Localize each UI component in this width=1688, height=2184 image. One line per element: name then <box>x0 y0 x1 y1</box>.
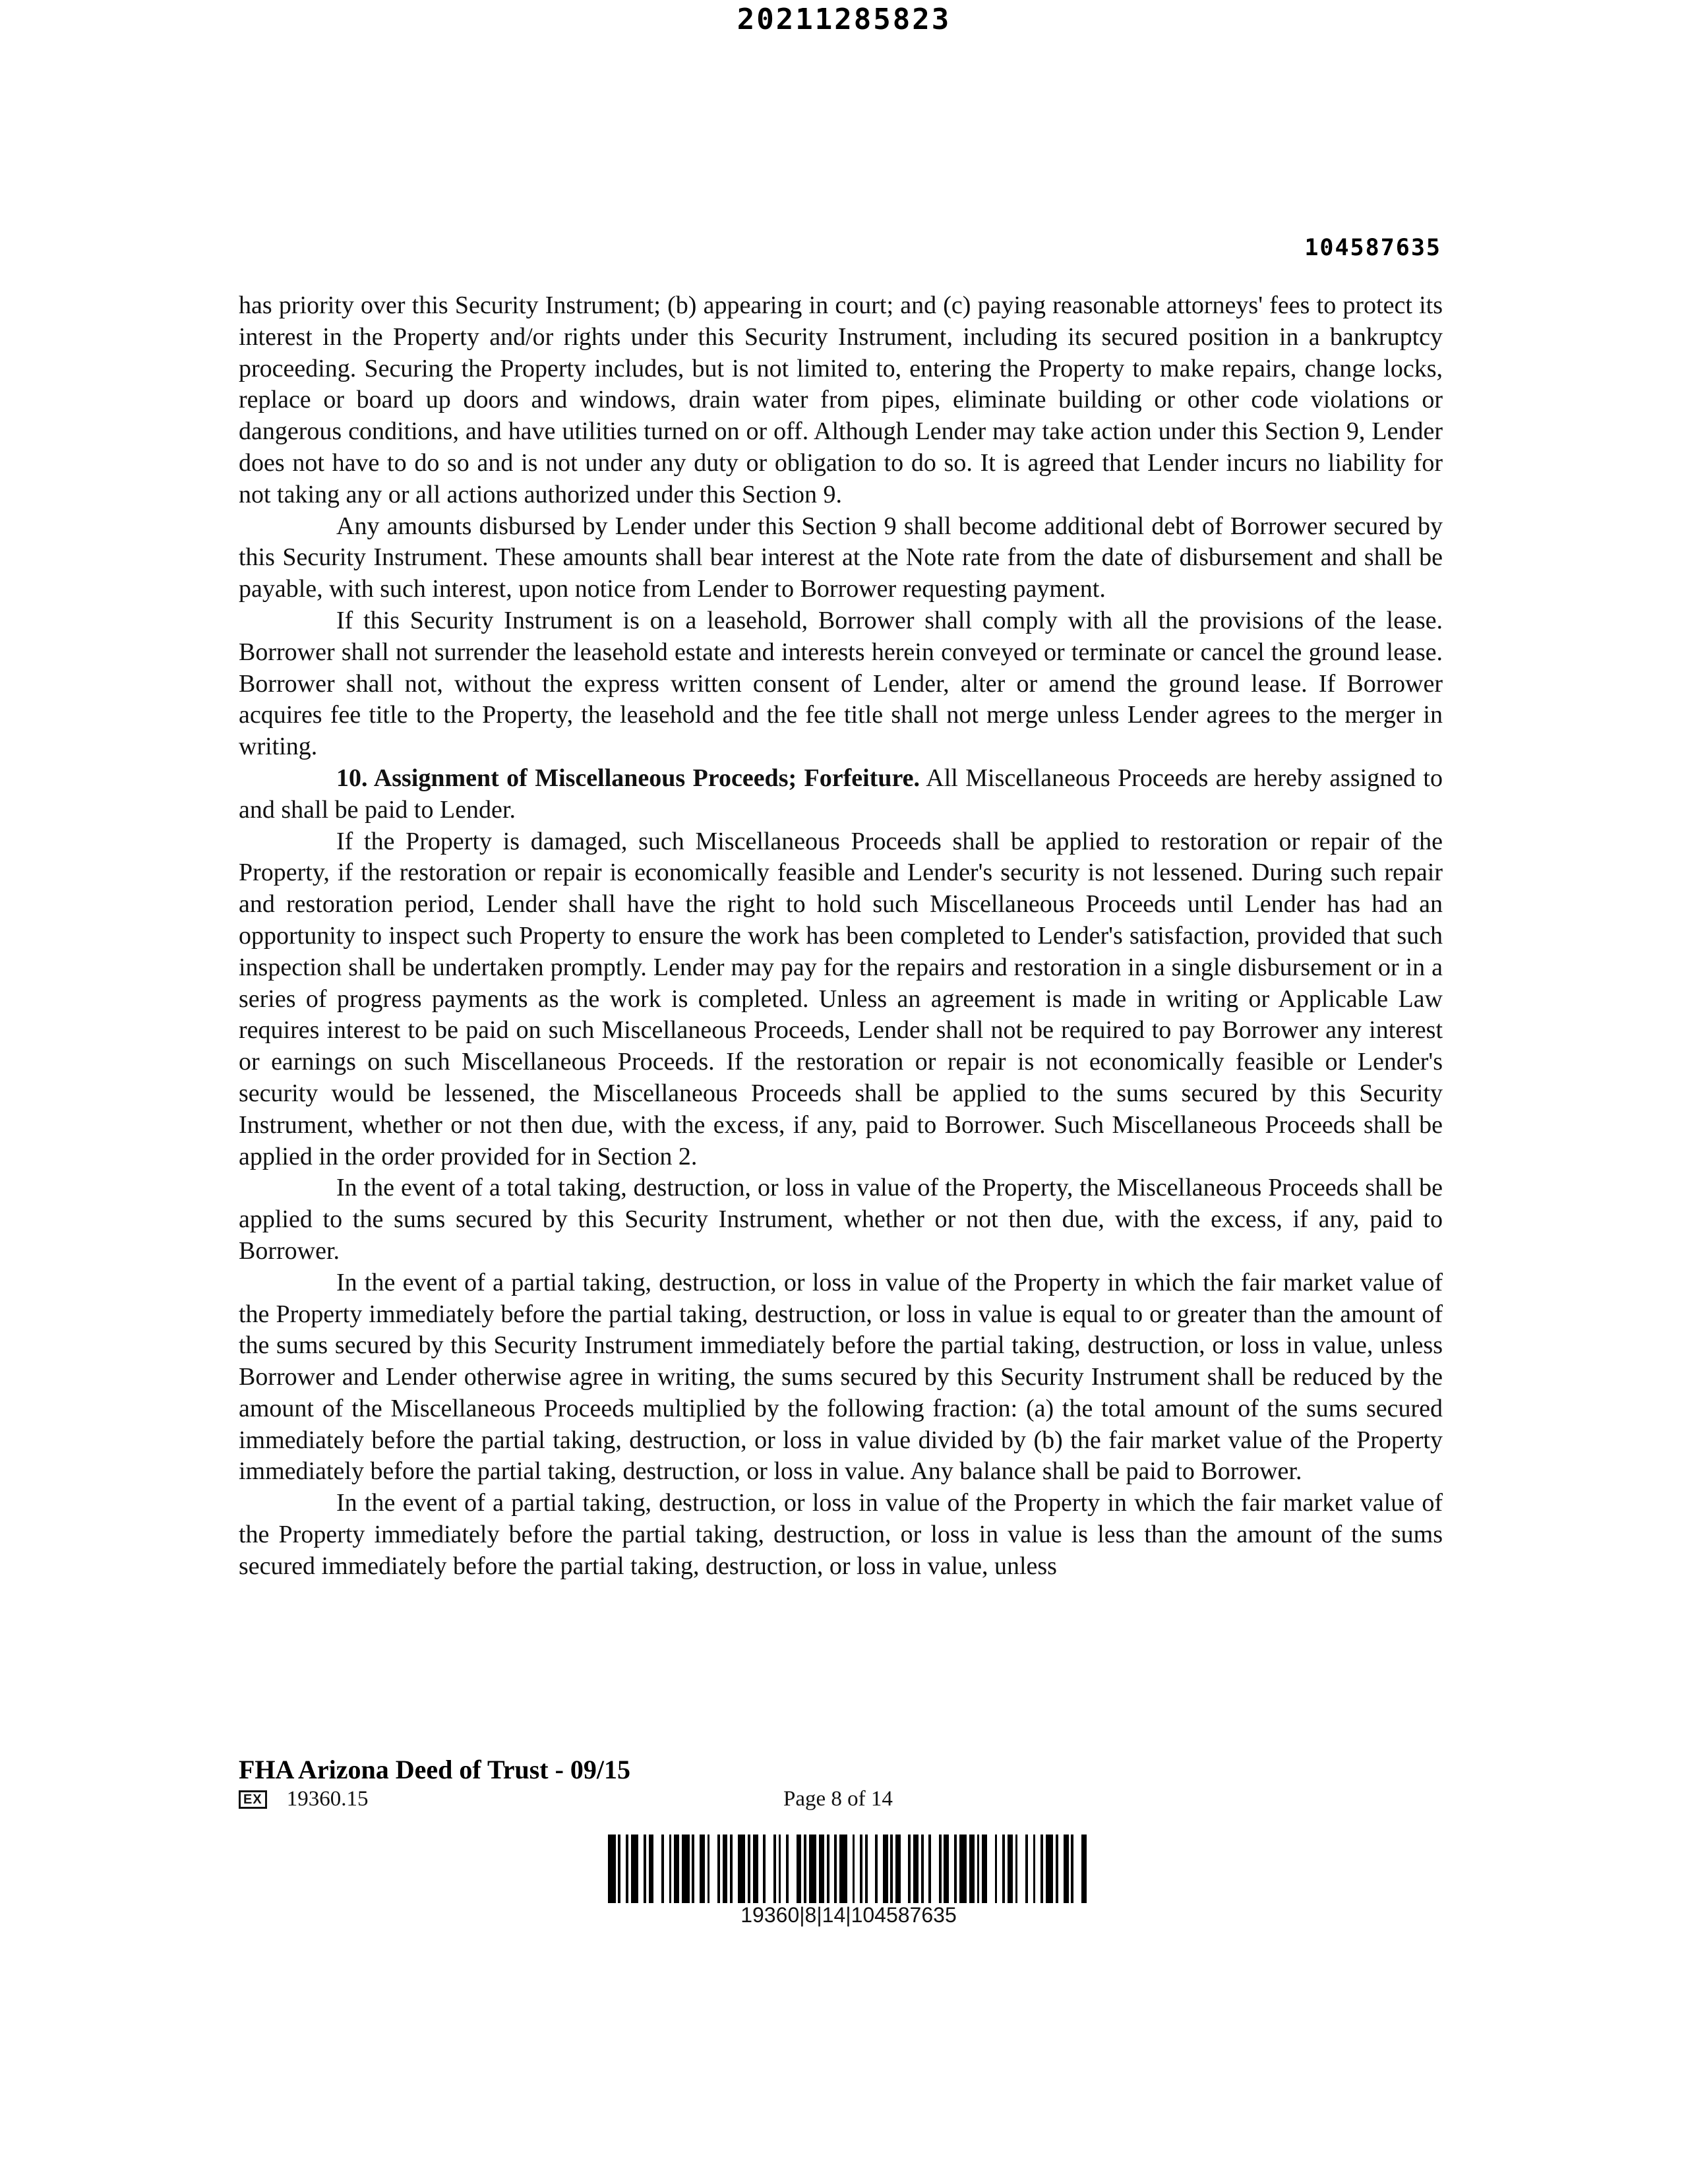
recording-number: 20211285823 <box>737 3 951 36</box>
barcode-bar <box>620 1835 626 1903</box>
section-10-heading: 10. Assignment of Miscellaneous Proceeds; Forfeiture. <box>336 764 920 792</box>
form-title: FHA Arizona Deed of Trust - 09/15 <box>239 1755 631 1784</box>
barcode-bar <box>682 1835 690 1903</box>
barcode-text: 19360|8|14|104587635 <box>740 1903 957 1927</box>
barcode-bar <box>878 1835 883 1903</box>
paragraph-property-damaged: If the Property is damaged, such Miscellaneous Proceeds shall be applied to restoration or repair of the Property, if the restoration or repair is economically feasible and Lender's security is not lessened. During such repair and restoration period, Lender shall have the right to hold such Miscellaneous Proceeds until Lender has had an opportunity to inspect such Property to ensure the work has been completed to Lender's satisfaction, provided that such inspection shall be undertaken promptly. Lender may pay for the repairs and restoration in a single disbursement or in a series of progress payments as the work is completed. Unless an agreement is made in writing or Applicable Law requires interest to be paid on such Miscellaneous Proceeds, Lender shall not be required to pay Borrower any interest or earnings on such Miscellaneous Proceeds. If the restoration or repair is not economically feasible or Lender's security would be lessened, the Miscellaneous Proceeds shall be applied to the sums secured by this Security Instrument, whether or not then due, with the excess, if any, paid to Borrower. Such Miscellaneous Proceeds shall be applied in the order provided for in Section 2. <box>239 827 1443 1170</box>
barcode-bar <box>674 1835 679 1903</box>
form-number: 19360.15 <box>286 1787 369 1811</box>
section-10-text: All Miscellaneous Proceeds are hereby assigned to and shall be paid to Lender. <box>239 764 1443 824</box>
barcode-bar <box>1008 1835 1013 1903</box>
barcode-bar <box>855 1835 860 1903</box>
paragraph-leasehold: If this Security Instrument is on a leasehold, Borrower shall comply with all the provisions of the lease. Borrower shall not surrender the leasehold estate and interests herein conveyed or terminate or cancel the ground lease. Borrower shall not, without the express written consent of Lender, alter or amend the ground lease. If Borrower acquires fee title to the Property, the leasehold and the fee title shall not merge unless Lender agrees to the merger in writing. <box>239 606 1443 761</box>
barcode-bar <box>944 1835 949 1903</box>
barcode-bar <box>1073 1835 1081 1903</box>
form-number-line <box>239 1787 368 1811</box>
barcode-bar <box>709 1835 717 1903</box>
page-number: Page 8 of 14 <box>783 1787 893 1811</box>
barcode-bar <box>913 1835 919 1903</box>
barcode-bar <box>1087 1835 1089 1903</box>
loan-number: 104587635 <box>1304 235 1441 261</box>
barcode-bar <box>1028 1835 1033 1903</box>
barcode-bar <box>969 1835 975 1903</box>
document-body <box>239 290 1443 1583</box>
barcode-bar <box>809 1835 817 1903</box>
barcode-bar <box>868 1835 876 1903</box>
barcode-bar <box>901 1835 909 1903</box>
barcode-bar <box>733 1835 738 1903</box>
paragraph-continued: has priority over this Security Instrument; (b) appearing in court; and (c) paying reasonable attorneys' fees to protect its interest in the Property and/or rights under this Security Instrument, including its secured position in a bankruptcy proceeding. Securing the Property includes, but is not limited to, entering the Property to make repairs, change locks, replace or board up doors and windows, drain water from pipes, eliminate building or other code violations or dangerous conditions, and have utilities turned on or off. Although Lender may take action under this Section 9, Lender does not have to do so and is not under any duty or obligation to do so. It is agreed that Lender incurs no liability for not taking any or all actions authorized under this Section 9. <box>239 291 1443 508</box>
barcode-bar <box>1064 1835 1069 1903</box>
barcode-bar <box>1058 1835 1064 1903</box>
barcode-bar <box>819 1835 824 1903</box>
barcode-bar <box>631 1835 639 1903</box>
barcode-bar <box>959 1835 967 1903</box>
barcode-bar <box>638 1835 644 1903</box>
barcode-bar <box>1046 1835 1054 1903</box>
barcode-bar <box>694 1835 700 1903</box>
barcode-bar <box>649 1835 654 1903</box>
barcode-bar <box>839 1835 847 1903</box>
barcode-bar <box>1035 1835 1040 1903</box>
barcode-bar <box>931 1835 939 1903</box>
barcode-bar <box>723 1835 728 1903</box>
barcode-bar <box>758 1835 764 1903</box>
barcode-bar <box>608 1835 616 1903</box>
barcode-bar <box>738 1835 746 1903</box>
barcode <box>608 1835 1089 1903</box>
barcode-bar <box>829 1835 835 1903</box>
barcode-bar <box>1081 1835 1087 1903</box>
barcode-bar <box>700 1835 705 1903</box>
ellie-mae-logo: EX <box>239 1790 267 1809</box>
barcode-bar <box>1017 1835 1025 1903</box>
paragraph-partial-taking-less: In the event of a partial taking, destruction, or loss in value of the Property in which the fair market value of the Property immediately before the partial taking, destruction, or loss in value is less than the amount of the sums secured immediately before the partial taking, destruction, or loss in value, unless <box>239 1489 1443 1580</box>
barcode-bar <box>653 1835 661 1903</box>
barcode-bar <box>797 1835 802 1903</box>
barcode-bar <box>997 1835 1002 1903</box>
paragraph-total-taking: In the event of a total taking, destruction, or loss in value of the Property, the Miscellaneous Proceeds shall be applied to the sums secured by this Security Instrument, whether or not then due, with the excess, if any, paid to Borrower. <box>239 1174 1443 1265</box>
paragraph-partial-taking-greater: In the event of a partial taking, destruction, or loss in value of the Property in which the fair market value of the Property immediately before the partial taking, destruction, or loss in value is equal to or greater than the amount of the sums secured by this Security Instrument immediately before the partial taking, destruction, or loss in value, unless Borrower and Lender otherwise agree in writing, the sums secured by this Security Instrument shall be reduced by the amount of the Miscellaneous Proceeds multiplied by the following fraction: (a) the total amount of the sums secured immediately before the partial taking, destruction, or loss in value divided by (b) the fair market value of the Property immediately before the partial taking, destruction, or loss in value. Any balance shall be paid to Borrower. <box>239 1268 1443 1486</box>
paragraph-amounts-disbursed: Any amounts disbursed by Lender under this Section 9 shall become additional debt of Borrower secured by this Security Instrument. These amounts shall bear interest at the Note rate from the date of disbursement and shall be payable, with such interest, upon notice from Lender to Borrower requesting payment. <box>239 512 1443 603</box>
barcode-bar <box>781 1835 786 1903</box>
barcode-bar <box>982 1835 987 1903</box>
paragraph-section-10 <box>239 763 1443 826</box>
barcode-bar <box>987 1835 995 1903</box>
barcode-bar <box>766 1835 773 1903</box>
barcode-bar <box>664 1835 669 1903</box>
barcode-bar <box>883 1835 888 1903</box>
barcode-bar <box>949 1835 954 1903</box>
barcode-bar <box>924 1835 929 1903</box>
barcode-bar <box>789 1835 797 1903</box>
barcode-bar <box>895 1835 901 1903</box>
barcode-bar <box>753 1835 758 1903</box>
barcode-bar <box>847 1835 853 1903</box>
